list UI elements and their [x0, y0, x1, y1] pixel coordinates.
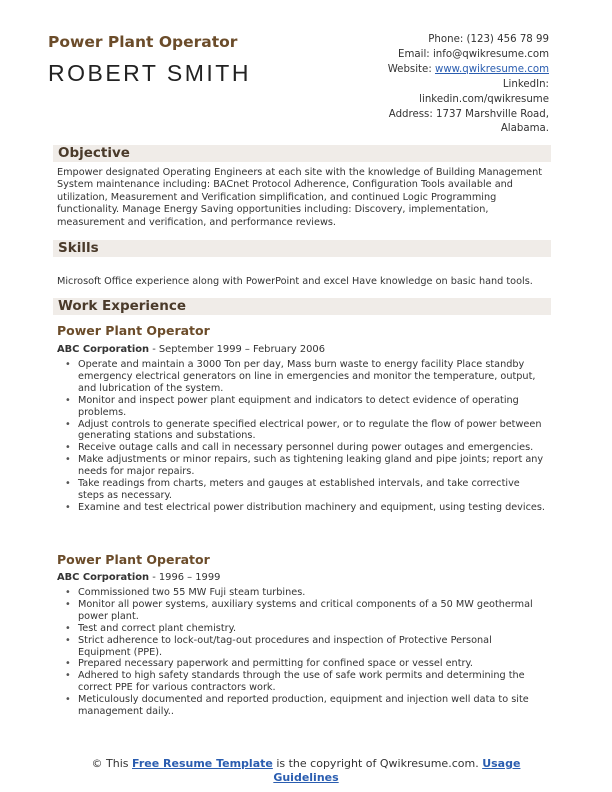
job-bullet: • Adjust controls to generate specified electrical power, or to regulate the flow of power between generating stations and substations. — [57, 419, 547, 443]
objective-text: Empower designated Operating Engineers at each site with the knowledge of Building Management System maintenance including: BACnet Protocol Adherence, Configuration Tools available and utilization, Measurement and Verification simplification, and continued Logic Programming functionality. Manage Energy Saving opportunities including: Discovery, implementation, measurement and verification, and performance reviews. — [57, 167, 543, 228]
work-experience-heading: Work Experience — [58, 298, 186, 314]
job-bullet: • Receive outage calls and call in necessary personnel during power outages and emergencies. — [57, 442, 547, 454]
work-experience-heading-bar — [53, 298, 551, 315]
job-dates: - 1996 – 1999 — [149, 572, 221, 583]
job-role: Power Plant Operator — [57, 552, 210, 567]
footer-middle: is the copyright of Qwikresume.com. — [272, 757, 483, 770]
job-bullet: • Test and correct plant chemistry. — [57, 623, 547, 635]
job-bullet: • Examine and test electrical power distribution machinery and equipment, using testing devices. — [57, 502, 547, 514]
contact-linkedin-url: linkedin.com/qwikresume — [419, 93, 549, 105]
job-bullet: • Operate and maintain a 3000 Ton per day, Mass burn waste to energy facility Place standby emergency electrical generators on line in emergencies and monitor the temperature, output, and lubrication of the system. — [57, 359, 547, 395]
objective-heading-bar — [53, 145, 551, 162]
job-bullet: • Take readings from charts, meters and gauges at established intervals, and take corrective steps as necessary. — [57, 478, 547, 502]
contact-email: Email: info@qwikresume.com — [398, 48, 549, 60]
person-name: ROBERT SMITH — [48, 60, 251, 86]
contact-address-line2: Alabama. — [500, 123, 549, 135]
free-resume-template-link[interactable]: Free Resume Template — [132, 757, 273, 770]
skills-text: Microsoft Office experience along with PowerPoint and excel Have knowledge on basic hand tools. — [57, 276, 533, 287]
job-company-line — [57, 344, 325, 355]
job-company-line — [57, 572, 220, 583]
usage-guidelines-link-part1[interactable]: Usage — [482, 757, 521, 770]
job-company: ABC Corporation — [57, 344, 150, 355]
skills-heading-bar — [53, 240, 551, 257]
job-bullet: • Commissioned two 55 MW Fuji steam turbines. — [57, 587, 547, 599]
website-link[interactable]: www.qwikresume.com — [434, 63, 549, 75]
job-company: ABC Corporation — [57, 572, 150, 583]
resume-job-title: Power Plant Operator — [48, 33, 238, 51]
usage-guidelines-link-part2[interactable]: Guidelines — [273, 771, 339, 784]
contact-linkedin-label: LinkedIn: — [502, 78, 549, 90]
copyright-footer — [0, 757, 612, 785]
skills-heading: Skills — [58, 240, 99, 256]
contact-address-line1: Address: 1737 Marshville Road, — [388, 108, 549, 120]
contact-phone: Phone: (123) 456 78 99 — [428, 34, 549, 45]
job-dates: - September 1999 – February 2006 — [149, 344, 325, 355]
website-label: Website: — [387, 63, 435, 75]
job-role: Power Plant Operator — [57, 323, 210, 338]
job-bullet: • Meticulously documented and reported production, equipment and injection well data to site management daily.. — [57, 694, 547, 718]
contact-block — [289, 33, 549, 137]
job-bullet: • Adhered to high safety standards through the use of safe work permits and determining the correct PPE for various contractors work. — [57, 670, 547, 694]
job-bullet: • Strict adherence to lock-out/tag-out procedures and inspection of Protective Personal Equipment (PPE). — [57, 635, 547, 659]
job-bullet: • Monitor and inspect power plant equipment and indicators to detect evidence of operating problems. — [57, 395, 547, 419]
job-bullet: • Monitor all power systems, auxiliary systems and critical components of a 50 MW geothermal power plant. — [57, 599, 547, 623]
job-bullet: • Make adjustments or minor repairs, such as tightening leaking gland and pipe joints; report any needs for major repairs. — [57, 454, 547, 478]
contact-website — [289, 63, 549, 78]
job-bullet-list — [57, 587, 547, 718]
job-bullet: • Prepared necessary paperwork and permitting for confined space or vessel entry. — [57, 658, 547, 670]
objective-heading: Objective — [58, 145, 130, 161]
footer-prefix: © This — [91, 757, 133, 770]
job-bullet-list — [57, 359, 547, 514]
